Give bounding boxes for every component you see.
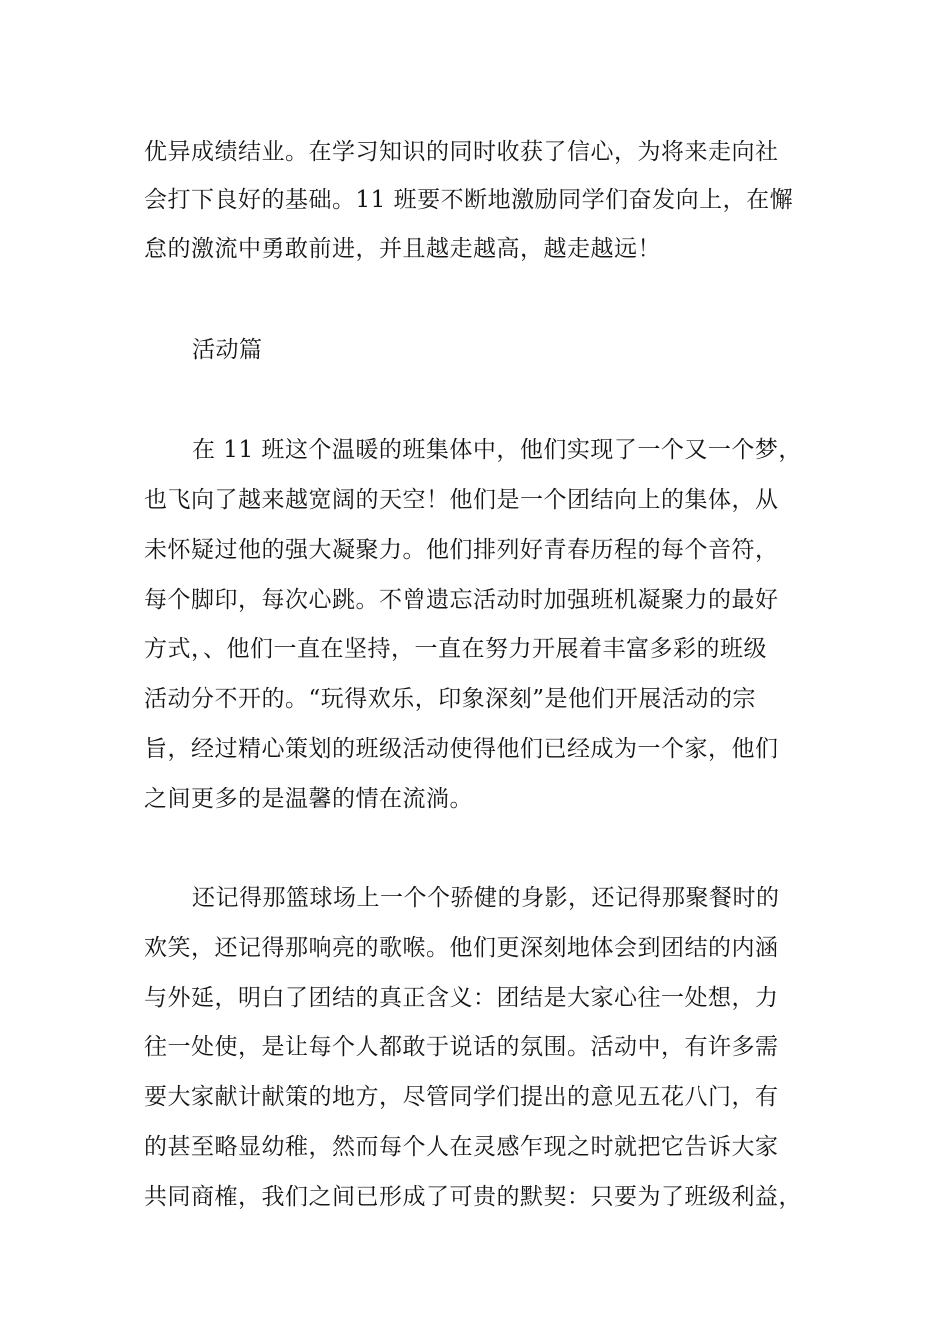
paragraph-2-line-5: 方式，、他们一直在坚持，一直在努力开展着丰富多彩的班级	[144, 636, 767, 662]
paragraph-2-line-3: 未怀疑过他的强大凝聚力。他们排列好青春历程的每个音符，	[144, 537, 779, 563]
paragraph-1-line-3: 怠的激流中勇敢前进，并且越走越高，越走越远！	[144, 236, 661, 262]
paragraph-3-line-4: 往一处使，是让每个人都敢于说话的氛围。活动中，有许多需	[144, 1034, 779, 1060]
paragraph-2-line-2: 也飞向了越来越宽阔的天空！他们是一个团结向上的集体，从	[144, 487, 779, 513]
paragraph-2-line-6: 活动分不开的。“玩得欢乐，印象深刻”是他们开展活动的宗	[144, 686, 757, 712]
paragraph-3-line-6: 的甚至略显幼稚，然而每个人在灵感乍现之时就把它告诉大家	[144, 1134, 779, 1160]
paragraph-2-line-4: 每个脚印，每次心跳。不曾遗忘活动时加强班机凝聚力的最好	[144, 587, 779, 613]
paragraph-3-line-3: 与外延，明白了团结的真正含义：团结是大家心往一处想，力	[144, 985, 779, 1011]
paragraph-3-line-1: 还记得那篮球场上一个个骄健的身影，还记得那聚餐时的	[192, 885, 780, 911]
paragraph-1-line-2: 会打下良好的基础。11 班要不断地激励同学们奋发向上，在懈	[144, 187, 794, 213]
paragraph-3-line-2: 欢笑，还记得那响亮的歌喉。他们更深刻地体会到团结的内涵	[144, 935, 779, 961]
paragraph-2-line-1: 在 11 班这个温暖的班集体中，他们实现了一个又一个梦，	[192, 437, 802, 463]
paragraph-1-line-1: 优异成绩结业。在学习知识的同时收获了信心，为将来走向社	[144, 139, 779, 165]
section-heading: 活动篇	[192, 337, 263, 363]
paragraph-3-line-5: 要大家献计献策的地方，尽管同学们提出的意见五花八门，有	[144, 1084, 779, 1110]
paragraph-2-line-8: 之间更多的是温馨的情在流淌。	[144, 786, 473, 812]
paragraph-2-line-7: 旨，经过精心策划的班级活动使得他们已经成为一个家，他们	[144, 736, 779, 762]
paragraph-3-line-7: 共同商榷，我们之间已形成了可贵的默契：只要为了班级利益，	[144, 1184, 802, 1210]
